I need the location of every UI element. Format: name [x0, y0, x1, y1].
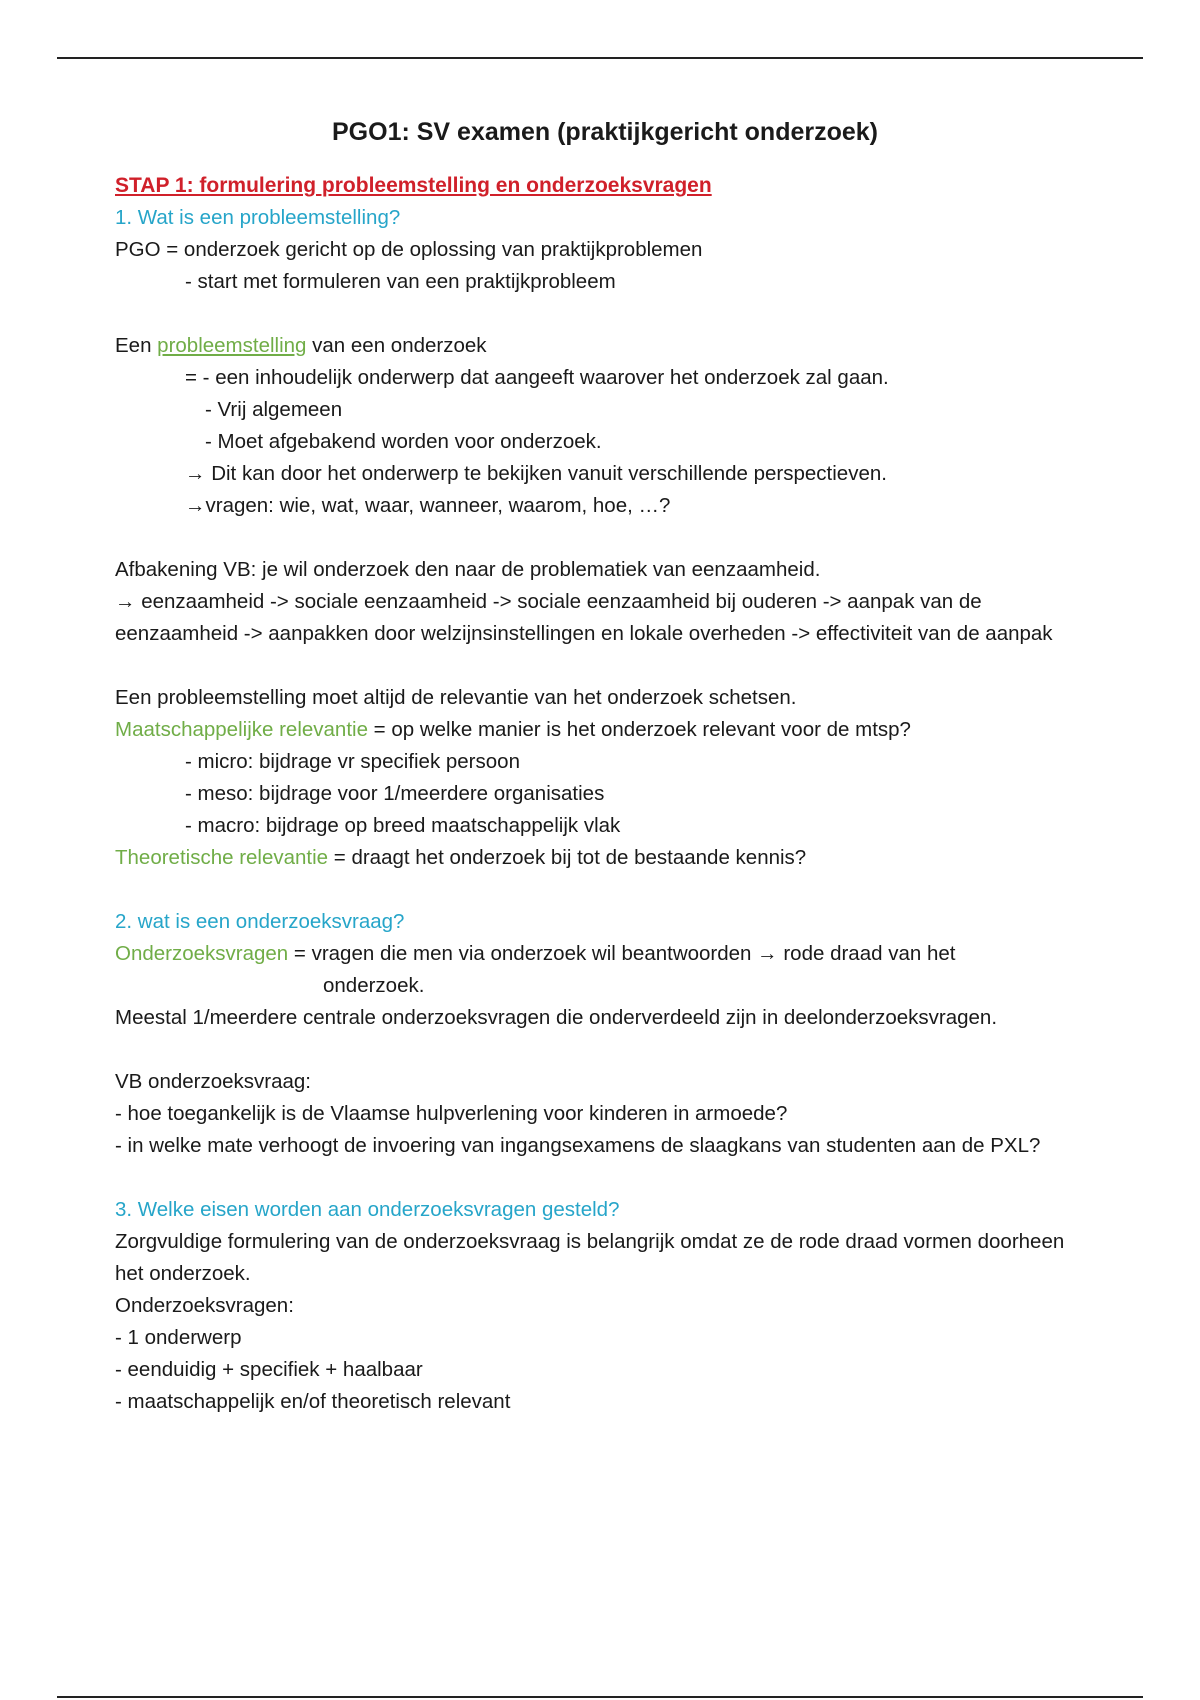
example-heading: VB onderzoeksvraag:	[115, 1070, 312, 1093]
pgo-subpoint: - start met formuleren van een praktijkprobleem	[185, 270, 616, 293]
afbakening-chain: → eenzaamheid -> sociale eenzaamheid -> sociale eenzaamheid bij ouderen -> aanpak van de eenzaamheid -> aanpakken door welzijnsinstellingen en lokale overheden -> effectiviteit van de aanpak	[115, 590, 1053, 645]
question-3-heading: 3. Welke eisen worden aan onderzoeksvragen gesteld?	[115, 1198, 620, 1221]
example-2: - in welke mate verhoogt de invoering van ingangsexamens de slaagkans van studenten aan de PXL?	[115, 1134, 1041, 1157]
probleemstelling-intro: Een probleemstelling van een onderzoek	[115, 334, 487, 357]
maatschappelijke-relevantie: Maatschappelijke relevantie = op welke manier is het onderzoek relevant voor de mtsp?	[115, 718, 911, 741]
micro-level: - micro: bijdrage vr specifiek persoon	[185, 750, 520, 773]
requirements-heading: Onderzoeksvragen:	[115, 1294, 294, 1317]
requirement-1: - 1 onderwerp	[115, 1326, 242, 1349]
maatschappelijke-term: Maatschappelijke relevantie	[115, 718, 368, 741]
requirement-3: - maatschappelijk en/of theoretisch relevant	[115, 1390, 511, 1413]
question-1-heading: 1. Wat is een probleemstelling?	[115, 206, 401, 229]
step-1-heading: STAP 1: formulering probleemstelling en onderzoeksvragen	[115, 174, 712, 197]
theoretische-term: Theoretische relevantie	[115, 846, 329, 869]
macro-level: - macro: bijdrage op breed maatschappelijk vlak	[185, 814, 621, 837]
question-2-heading: 2. wat is een onderzoeksvraag?	[115, 910, 405, 933]
probleemstelling-term: probleemstelling	[157, 334, 307, 357]
bottom-rule	[57, 1696, 1143, 1698]
example-1: - hoe toegankelijk is de Vlaamse hulpverlening voor kinderen in armoede?	[115, 1102, 788, 1125]
theoretische-relevantie: Theoretische relevantie = draagt het onderzoek bij tot de bestaande kennis?	[115, 846, 807, 869]
relevance-intro: Een probleemstelling moet altijd de relevantie van het onderzoek schetsen.	[115, 686, 797, 709]
afbakening-heading: Afbakening VB: je wil onderzoek den naar de problematiek van eenzaamheid.	[115, 558, 821, 581]
requirement-2: - eenduidig + specifiek + haalbaar	[115, 1358, 423, 1381]
probleemstelling-bound: - Moet afgebakend worden voor onderzoek.	[205, 430, 602, 453]
meso-level: - meso: bijdrage voor 1/meerdere organisaties	[185, 782, 605, 805]
probleemstelling-free: - Vrij algemeen	[205, 398, 343, 421]
onderzoeksvragen-term: Onderzoeksvragen	[115, 942, 289, 965]
top-rule	[57, 57, 1143, 59]
onderzoeksvragen-definition-cont: onderzoek.	[323, 974, 425, 997]
questions-arrow: →vragen: wie, wat, waar, wanneer, waarom, hoe, …?	[185, 494, 671, 517]
perspectives-arrow: → Dit kan door het onderwerp te bekijken vanuit verschillende perspectieven.	[185, 462, 887, 485]
onderzoeksvragen-definition: Onderzoeksvragen = vragen die men via onderzoek wil beantwoorden → rode draad van het	[115, 942, 956, 965]
probleemstelling-definition: = - een inhoudelijk onderwerp dat aangeeft waarover het onderzoek zal gaan.	[185, 366, 889, 389]
document-body	[115, 112, 1095, 1418]
page-title: PGO1: SV examen (praktijkgericht onderzoek)	[332, 118, 878, 146]
meestal-text: Meestal 1/meerdere centrale onderzoeksvragen die onderverdeeld zijn in deelonderzoeksvragen.	[115, 1006, 998, 1029]
zorgvuldige-text: Zorgvuldige formulering van de onderzoeksvraag is belangrijk omdat ze de rode draad vormen doorheen het onderzoek.	[115, 1230, 1065, 1285]
pgo-definition: PGO = onderzoek gericht op de oplossing van praktijkproblemen	[115, 238, 703, 261]
